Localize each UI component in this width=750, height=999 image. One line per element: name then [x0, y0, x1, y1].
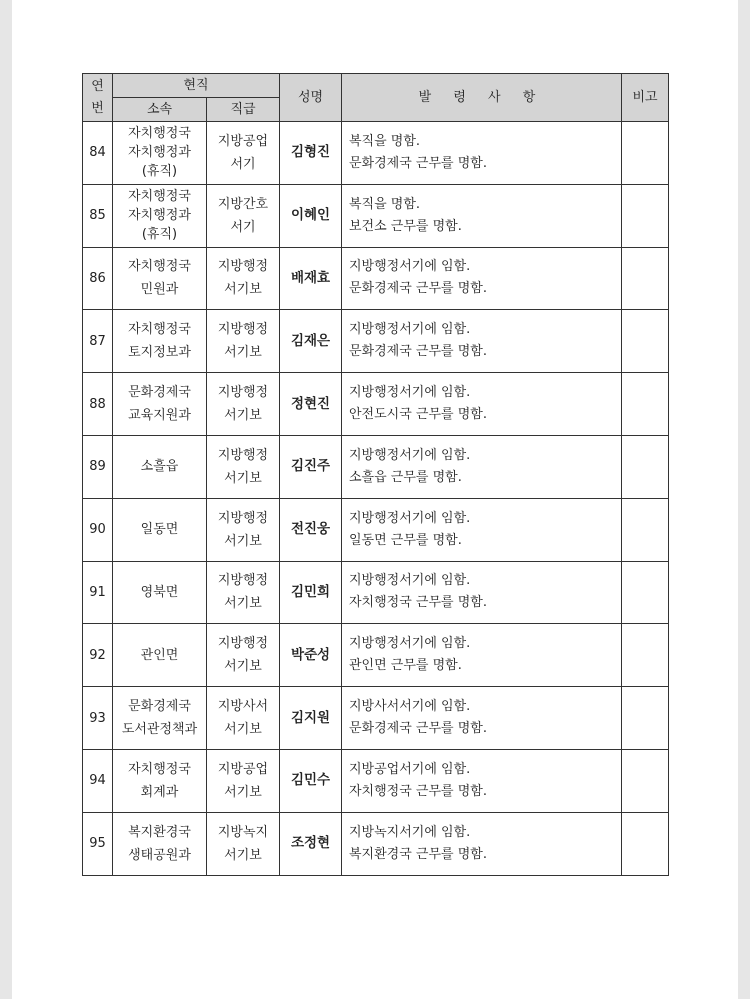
line-text: 문화경제국 — [128, 385, 191, 401]
line-text: 지방행정서기에 임함. — [349, 573, 471, 589]
line-text: 민원과 — [140, 282, 179, 298]
table-row — [83, 247, 669, 310]
line-text: 서기보 — [224, 596, 262, 612]
remarks-cell — [622, 373, 669, 436]
line-text: 문화경제국 근무를 명함. — [349, 721, 487, 737]
line-text: 보건소 근무를 명함. — [349, 218, 462, 234]
line-text: 서기보 — [224, 659, 262, 675]
line-text: 문화경제국 근무를 명함. — [349, 155, 487, 171]
line-text: 지방행정 — [217, 636, 269, 652]
table-row — [83, 435, 669, 498]
affiliation-cell — [113, 561, 207, 624]
line-text: (휴직) — [141, 164, 178, 180]
line-text: 서기 — [230, 219, 256, 235]
line-text: 복직을 명함. — [349, 196, 421, 212]
row-number: 90 — [83, 498, 113, 561]
line-text: 서기보 — [224, 282, 262, 298]
line-text: 지방녹지서기에 임함. — [349, 824, 471, 840]
rank-cell — [207, 561, 280, 624]
remarks-cell — [622, 561, 669, 624]
name-cell: 박준성 — [280, 624, 342, 687]
line-text: 교육지원과 — [128, 408, 191, 424]
remarks-cell — [622, 122, 669, 185]
line-text: 회계과 — [140, 784, 179, 800]
header-row-1 — [83, 74, 669, 98]
action-cell — [342, 310, 622, 373]
rank-cell — [207, 624, 280, 687]
line-text: 서기보 — [224, 408, 262, 424]
rank-cell — [207, 122, 280, 185]
remarks-cell — [622, 749, 669, 812]
line-text: 자치행정과 — [128, 145, 191, 161]
line-text: 자치행정국 — [128, 259, 191, 275]
action-cell — [342, 624, 622, 687]
line-text: 자치행정국 — [128, 126, 191, 142]
action-cell — [342, 812, 622, 875]
line-text: 지방행정 — [217, 322, 269, 338]
action-cell — [342, 373, 622, 436]
line-text: 지방행정서기에 임함. — [349, 322, 471, 338]
name-cell: 조정현 — [280, 812, 342, 875]
line-text: 자치행정국 근무를 명함. — [349, 783, 487, 799]
line-text: 자치행정과 — [128, 208, 191, 224]
affiliation-cell — [113, 749, 207, 812]
rank-cell — [207, 247, 280, 310]
row-number: 92 — [83, 624, 113, 687]
table-row — [83, 184, 669, 247]
line-text: 지방행정 — [217, 447, 269, 463]
remarks-cell — [622, 812, 669, 875]
rank-cell — [207, 373, 280, 436]
table-row — [83, 561, 669, 624]
line-text: 관인면 근무를 명함. — [349, 658, 462, 674]
affiliation-cell — [113, 812, 207, 875]
line-text: 지방공업 — [217, 133, 269, 149]
row-number: 89 — [83, 435, 113, 498]
affiliation-cell — [113, 247, 207, 310]
line-text: 서기 — [230, 156, 256, 172]
line-text: 일동면 — [140, 522, 179, 538]
affiliation-cell — [113, 435, 207, 498]
personnel-table — [82, 73, 669, 876]
line-text: 지방사서서기에 임함. — [349, 699, 471, 715]
name-cell: 김재은 — [280, 310, 342, 373]
line-text: 소흘읍 근무를 명함. — [349, 469, 462, 485]
line-text: 지방행정 — [217, 573, 269, 589]
line-text: 복직을 명함. — [349, 133, 421, 149]
line-text: 서기보 — [224, 722, 262, 738]
action-cell — [342, 435, 622, 498]
line-text: 지방행정서기에 임함. — [349, 259, 471, 275]
header-action: 발 령 사 항 — [342, 74, 622, 122]
action-cell — [342, 247, 622, 310]
line-text: 서기보 — [224, 533, 262, 549]
line-text: 일동면 근무를 명함. — [349, 532, 462, 548]
row-number: 87 — [83, 310, 113, 373]
line-text: 문화경제국 — [128, 699, 191, 715]
line-text: 생태공원과 — [128, 847, 191, 863]
line-text: 토지정보과 — [128, 345, 191, 361]
line-text: 문화경제국 근무를 명함. — [349, 344, 487, 360]
table-row — [83, 373, 669, 436]
rank-cell — [207, 310, 280, 373]
remarks-cell — [622, 498, 669, 561]
line-text: 지방행정서기에 임함. — [349, 636, 471, 652]
line-text: 서기보 — [224, 470, 262, 486]
header-name: 성명 — [280, 74, 342, 122]
table-row — [83, 498, 669, 561]
name-cell: 정현진 — [280, 373, 342, 436]
line-text: 자치행정국 — [128, 761, 191, 777]
header-remarks: 비고 — [622, 74, 669, 122]
rank-cell — [207, 749, 280, 812]
line-text: 관인면 — [140, 647, 179, 663]
row-number: 84 — [83, 122, 113, 185]
line-text: 소흘읍 — [140, 459, 179, 475]
name-cell: 김형진 — [280, 122, 342, 185]
row-number: 93 — [83, 687, 113, 750]
row-number: 86 — [83, 247, 113, 310]
line-text: 지방행정 — [217, 510, 269, 526]
name-cell: 이혜인 — [280, 184, 342, 247]
rank-cell — [207, 812, 280, 875]
line-text: 복지환경국 — [128, 824, 191, 840]
rank-cell — [207, 498, 280, 561]
line-text: 지방행정 — [217, 259, 269, 275]
affiliation-cell — [113, 687, 207, 750]
table-row — [83, 310, 669, 373]
table-row — [83, 812, 669, 875]
affiliation-cell — [113, 310, 207, 373]
name-cell: 김민수 — [280, 749, 342, 812]
remarks-cell — [622, 687, 669, 750]
affiliation-cell — [113, 624, 207, 687]
header-no: 연 번 — [83, 74, 113, 122]
line-text: 지방행정서기에 임함. — [349, 447, 471, 463]
document-page — [12, 0, 738, 999]
table-row — [83, 749, 669, 812]
remarks-cell — [622, 310, 669, 373]
header-current: 현직 — [113, 74, 280, 98]
line-text: 복지환경국 근무를 명함. — [349, 846, 487, 862]
line-text: 서기보 — [224, 784, 262, 800]
line-text: 서기보 — [224, 847, 262, 863]
action-cell — [342, 561, 622, 624]
name-cell: 배재효 — [280, 247, 342, 310]
name-cell: 전진웅 — [280, 498, 342, 561]
row-number: 88 — [83, 373, 113, 436]
header-rank: 직급 — [207, 98, 280, 122]
remarks-cell — [622, 624, 669, 687]
name-cell: 김지원 — [280, 687, 342, 750]
action-cell — [342, 122, 622, 185]
line-text: 지방행정서기에 임함. — [349, 510, 471, 526]
line-text: 자치행정국 근무를 명함. — [349, 595, 487, 611]
rank-cell — [207, 184, 280, 247]
action-cell — [342, 749, 622, 812]
line-text: 지방녹지 — [217, 824, 269, 840]
remarks-cell — [622, 184, 669, 247]
line-text: 자치행정국 — [128, 189, 191, 205]
line-text: 안전도시국 근무를 명함. — [349, 407, 487, 423]
line-text: 지방사서 — [217, 699, 269, 715]
rank-cell — [207, 435, 280, 498]
line-text: 지방행정서기에 임함. — [349, 385, 471, 401]
row-number: 91 — [83, 561, 113, 624]
table-row — [83, 624, 669, 687]
affiliation-cell — [113, 122, 207, 185]
line-text: 영북면 — [140, 584, 179, 600]
action-cell — [342, 498, 622, 561]
name-cell: 김민희 — [280, 561, 342, 624]
affiliation-cell — [113, 184, 207, 247]
row-number: 85 — [83, 184, 113, 247]
line-text: 서기보 — [224, 345, 262, 361]
line-text: 지방행정 — [217, 385, 269, 401]
row-number: 95 — [83, 812, 113, 875]
action-cell — [342, 687, 622, 750]
line-text: 지방간호 — [217, 196, 269, 212]
rank-cell — [207, 687, 280, 750]
line-text: 자치행정국 — [128, 322, 191, 338]
affiliation-cell — [113, 498, 207, 561]
remarks-cell — [622, 435, 669, 498]
remarks-cell — [622, 247, 669, 310]
affiliation-cell — [113, 373, 207, 436]
table-row — [83, 687, 669, 750]
table-row — [83, 122, 669, 185]
line-text: (휴직) — [141, 227, 178, 243]
line-text: 지방공업 — [217, 761, 269, 777]
line-text: 지방공업서기에 임함. — [349, 761, 471, 777]
line-text: 문화경제국 근무를 명함. — [349, 281, 487, 297]
name-cell: 김진주 — [280, 435, 342, 498]
line-text: 도서관정책과 — [121, 722, 198, 738]
row-number: 94 — [83, 749, 113, 812]
header-affiliation: 소속 — [113, 98, 207, 122]
action-cell — [342, 184, 622, 247]
